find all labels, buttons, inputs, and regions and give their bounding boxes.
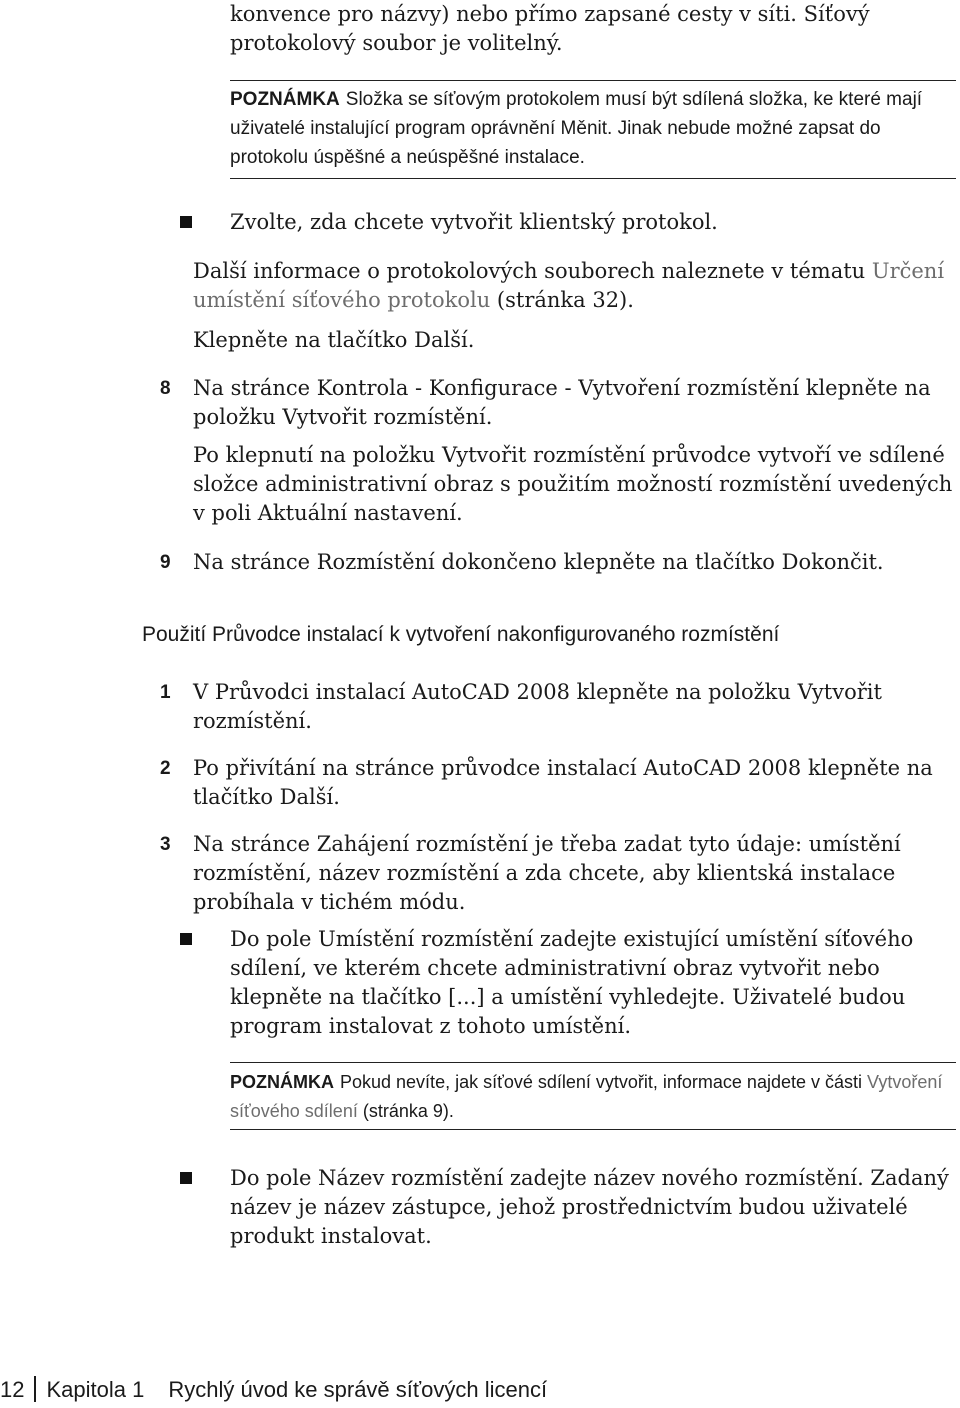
step-2-text: Po přivítání na stránce průvodce instalací AutoCAD 2008 klepněte na tlačítko Další. <box>193 756 933 809</box>
note-box <box>230 80 956 179</box>
bullet-square-icon <box>180 1172 192 1184</box>
bullet-client-log: Zvolte, zda chcete vytvořit klientský protokol. <box>230 210 718 234</box>
bullet-square-icon <box>180 933 192 945</box>
step-3-text: Na stránce Zahájení rozmístění je třeba zadat tyto údaje: umístění rozmístění, název rozmístění a zda chcete, aby klientská instalace probíhala v tichém módu. <box>193 832 901 914</box>
log-location-link[interactable]: Určení umístění síťového protokolu <box>193 259 945 312</box>
step-8-text: Na stránce Kontrola - Konfigurace - Vytvoření rozmístění klepněte na položku Vytvořit rozmístění. <box>193 376 931 429</box>
network-share-link[interactable]: Vytvoření síťového sdílení <box>230 1072 943 1121</box>
note-page-ref: (stránka 9). <box>357 1101 454 1121</box>
step-number: 2 <box>160 758 171 779</box>
page-footer <box>0 1375 547 1407</box>
bullet-deployment-name: Do pole Název rozmístění zadejte název nového rozmístění. Zadaný název je název zástupce, jehož prostřednictvím budou uživatelé produkt instalovat. <box>230 1166 949 1248</box>
chapter-label: Kapitola 1 <box>46 1377 145 1402</box>
note-label: POZNÁMKA <box>230 89 340 110</box>
note-box <box>230 1062 956 1130</box>
step-number: 1 <box>160 682 171 703</box>
step-number: 3 <box>160 834 171 855</box>
note-text: Složka se síťovým protokolem musí být sdílená složka, ke které mají uživatelé instalující program oprávnění Měnit. Jinak nebude možné zapsat do protokolu úspěšné a neúspěšné instalace. <box>230 89 923 168</box>
chapter-title: Rychlý úvod ke správě síťových licencí <box>168 1377 548 1402</box>
step-number: 9 <box>160 552 171 573</box>
more-info-text: Další informace o protokolových souborech naleznete v tématu <box>193 259 872 283</box>
continuation-paragraph: konvence pro názvy) nebo přímo zapsané cesty v síti. Síťový protokolový soubor je volitelný. <box>230 2 870 55</box>
step-9-text: Na stránce Rozmístění dokončeno klepněte na tlačítko Dokončit. <box>193 550 884 574</box>
note-label: POZNÁMKA <box>230 1072 334 1092</box>
bullet-square-icon <box>180 216 192 228</box>
page-number: 12 <box>0 1377 25 1402</box>
more-info-page-ref: (stránka 32). <box>490 288 634 312</box>
more-info-paragraph <box>193 257 953 315</box>
click-next-instruction: Klepněte na tlačítko Další. <box>193 328 475 352</box>
bullet-deployment-location: Do pole Umístění rozmístění zadejte existující umístění síťového sdílení, ve kterém chcete administrativní obraz vytvořit nebo klepněte na tlačítko [...] a umístění vyhledejte. Uživatelé budou program instalovat z tohoto umístění. <box>230 927 914 1038</box>
step-number: 8 <box>160 378 171 399</box>
step-8-detail: Po klepnutí na položku Vytvořit rozmístění průvodce vytvoří ve sdílené složce administrativní obraz s použitím možností rozmístění uvedených v poli Aktuální nastavení. <box>193 443 953 525</box>
note-text: Pokud nevíte, jak síťové sdílení vytvořit, informace najdete v části <box>340 1072 868 1092</box>
step-1-text: V Průvodci instalací AutoCAD 2008 klepněte na položku Vytvořit rozmístění. <box>193 680 882 733</box>
footer-divider <box>34 1376 36 1402</box>
section-heading: Použití Průvodce instalací k vytvoření nakonfigurovaného rozmístění <box>142 623 780 646</box>
